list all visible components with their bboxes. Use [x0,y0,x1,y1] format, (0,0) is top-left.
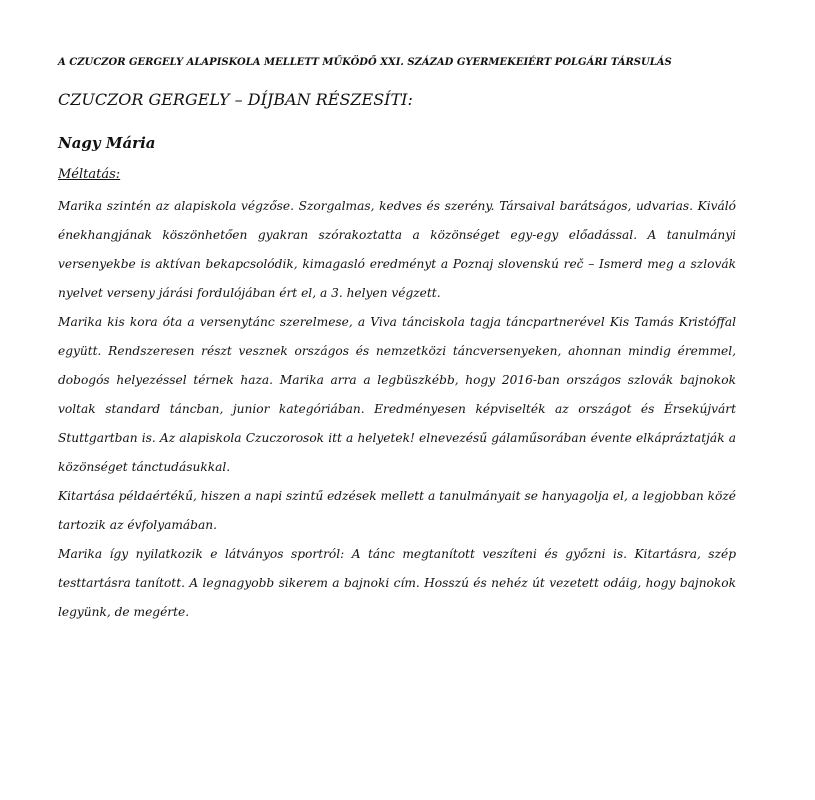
tribute-paragraph-2: Marika kis kora óta a versenytánc szerelmese, a Viva tánciskola tagja táncpartnerével Kis Tamás Kristóffal együtt. Rendszeresen részt vesznek országos és nemzetközi táncversenyeken, ahonnan mindig éremmel, dobogós helyezéssel térnek haza. Marika arra a legbüszkébb, hogy 2016-ban országos szlovák bajnokok voltak standard táncban, junior kategóriában. Eredményesen képviselték az országot és Érsekújvárt Stuttgartban is. Az alapiskola Czuczorosok itt a helyetek! elnevezésű gálaműsorában évente elkápráztatják a közönséget tánctudásukkal. [58,315,736,474]
tribute-paragraph-4: Marika így nyilatkozik e látványos sportról: A tánc megtanított veszíteni és győzni is. Kitartásra, szép testtartásra tanított. A legnagyobb sikerem a bajnoki cím. Hosszú és nehéz út vezetett odáig, hogy bajnokok legyünk, de megérte. [58,547,736,619]
award-title: CZUCZOR GERGELY – DÍJBAN RÉSZESÍTI: [58,90,413,109]
organization-heading: A CZUCZOR GERGELY ALAPISKOLA MELLETT MŰKÖDŐ XXI. SZÁZAD GYERMEKEIÉRT POLGÁRI TÁRSULÁS [58,57,672,68]
section-label-meltatas: Méltatás: [58,167,121,182]
recipient-name: Nagy Mária [58,134,156,152]
tribute-paragraph-3: Kitartása példaértékű, hiszen a napi szintű edzések mellett a tanulmányait se hanyagolja el, a legjobban közé tartozik az évfolyamában. [58,489,736,532]
tribute-paragraph-1: Marika szintén az alapiskola végzőse. Szorgalmas, kedves és szerény. Társaival barátságos, udvarias. Kiváló énekhangjának köszönhetően gyakran szórakoztatta a közönséget egy-egy előadással. A tanulmányi versenyekbe is aktívan bekapcsolódik, kimagasló eredményt a Poznaj slovenskú reč – Ismerd meg a szlovák nyelvet verseny járási fordulójában ért el, a 3. helyen végzett. [58,199,736,300]
tribute-body [58,192,736,627]
